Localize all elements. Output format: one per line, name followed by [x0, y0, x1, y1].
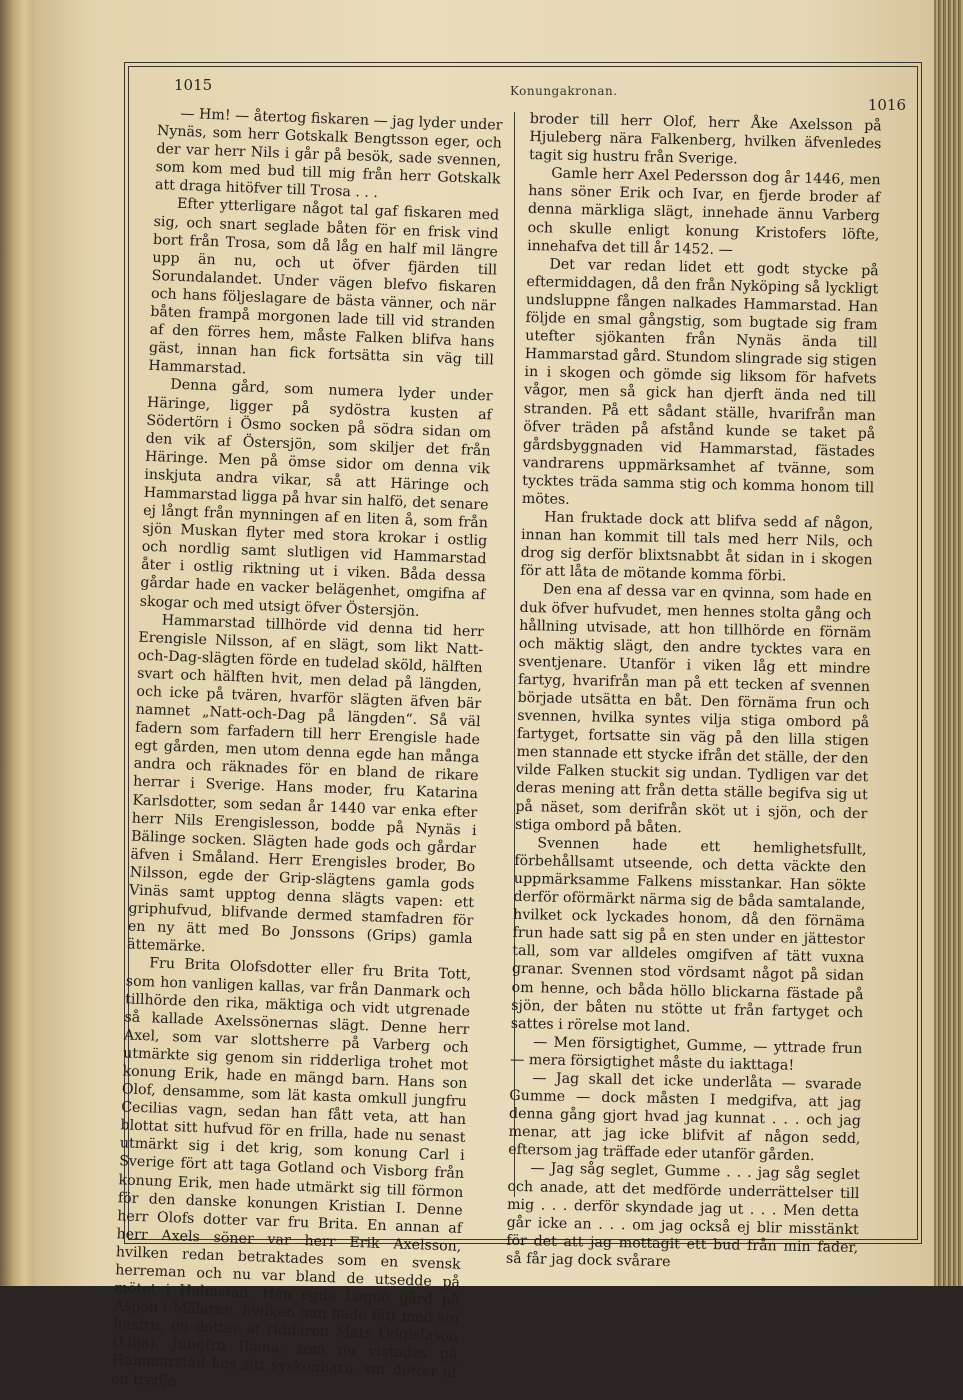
running-title: Konungakronan. [510, 84, 618, 98]
paragraph: Efter ytterligare något tal gaf fiskaren med sig, och snart seglade båten för en frisk vind bort från Trosa, som då låg en half mil längre upp än nu, och ut öfver fjärden till Sorundalandet. Under vägen blefvo fiskaren och hans följeslagare de bästa vänner, och när båten frampå morgonen lade till vid stranden af den förres hem, måste Falken blifva hans gäst, innan han fick fortsätta sin väg till Hammarstad. [148, 196, 500, 378]
book-spine [0, 0, 34, 1286]
page-header [160, 70, 906, 114]
paragraph: Den ena af dessa var en qvinna, som hade en duk öfver hufvudet, men hennes stolta gång och hållning utvisade, att hon tillhörde en förnäm och mäktig slägt, den andre tycktes vara en sventjenare. Utanför i viken låg ett mindre fartyg, hvarifrån man på ett tecken af svennen började utsätta en båt. Den förnäma frun och svennen, hvilka syntes vilja stiga ombord på fartyget, fortsatte sin väg på den lilla stigen men stannade ett stycke ifrån det ställe, der den vilde Falken stuckit sig undan. Tydligen var det deras mening att från detta ställe begifva sig ut på näset, som derifrån sköt ut i sjön, och der stiga ombord på båten. [514, 581, 873, 836]
paragraph: Hammarstad tillhörde vid denna tid herr Erengisle Nilsson, af en slägt, som likt Natt-och-Dag-slägten förde en tudelad sköld, hälften svart och hälften hvit, men delad på längden, och icke på tvären, hvarför slägten äfven bär namnet „Natt-och-Dag på längden“. Så väl fadern som farfadern till herr Erengisle hade egt gården, men utom denna egde han många andra och räknades för en bland de rikare herrar i Sverige. Hans moder, fru Katarina Karlsdotter, som sedan år 1440 var enka efter herr Nils Erengislesson, bodde på Nynäs i Bälinge socken. Slägten hade gods och gårdar äfven i Småland. Herr Erengisles broder, Bo Nilsson, egde der Grip-slägtens gamla gods Vinäs samt upptog denna slägts vapen: ett griphufvud, blifvande dermed stamfadren för en ny ätt med Bo Jonssons (Grips) gamla ättemärke. [126, 612, 485, 956]
paragraph: Gamle herr Axel Pedersson dog år 1446, men hans söner Erik och Ivar, en fjerde broder af denna märkliga slägt, innehade ännu Varberg och skulle enligt konung Kristofers löfte, innehafva det till år 1452. — [526, 165, 881, 258]
paragraph: — Men försigtighet, Gumme, — yttrade frun — mera försigtighet måste du iakttaga! [509, 1034, 863, 1074]
page-number-left: 1015 [174, 76, 213, 94]
paragraph: Det var redan lidet ett godt stycke på eftermiddagen, då den från Nyköping så lyckligt undsluppne fången nalkades Hammarstad. Han följde en smal gångstig, som bugtade sig fram utefter sjökanten från Nynäs ända till Hammarstad gård. Stundom slingrade sig stigen in i skogen och gömde sig liksom för hafvets vågor, men så gick han djerft ända ned till stranden. På ett sådant ställe, hvarifrån man öfver träden på afstånd kunde se taket på gårdsbyggnaden vid Hammarstad, fästades vandrarens uppmärksamhet af tvänne, som tycktes träda samma stig och komma honom till mötes. [521, 256, 879, 508]
left-column [111, 104, 503, 1400]
paragraph: Fru Brita Olofsdotter eller fru Brita Tott, som hon vanligen kallas, var från Danmark och tillhörde den rika, mäktiga och vidt utgrenade så kallade Axelssönernas slägt. Denne herr Axel, som var slottsherre på Varberg och utmärkte sig genom sin ridderliga trohet mot konung Erik, hade en mängd barn. Hans son Olof, densamme, som lät kasta omkull jungfru Cecilias vagn, sedan han fått veta, att han blottat sitt hufvud för en frilla, hade nu senast utmärkt sig i det krig, som konung Carl i Sverige fört att taga Gotland och Visborg från konung Erik, men hade utmärkt sig till förmon för den danske konungen Kristian I. Denne herr Olofs dotter var fru Brita. En annan af herr Axels söner var herr Erik Axelsson, hvilken redan betraktades som en svensk herreman och nu var bland de utsedde på mötet i Halmstad. Han egde Lagnö gård på Aspön i Mälaren, hvilken han hade fått med sin husfru, en dotter af riddaren Mats Ödgislason (Lilja). Jungfru Iliana, som nu vistades på Hammarstad hos sitt syskonbarn, var dotter af en tredje [110, 955, 472, 1390]
page-number-right: 1016 [867, 96, 906, 114]
page-edges [934, 0, 963, 1286]
paragraph: — Hm! — återtog fiskaren — jag lyder under Nynäs, som herr Gotskalk Bengtsson eger, och der var herr Nils i går på besök, sade svennen, som kom med bud till mig från herr Gotskalk att draga hitöfver till Trosa . . . [154, 105, 503, 202]
right-column [506, 110, 882, 1275]
paragraph: — Jag skall det icke underlåta — svarade Gumme — dock måsten I medgifva, att jag denna gång gjort hvad jag kunnat . . . och jag menar, att jag icke blifvit af någon sedd, eftersom jag träffade eder utanför gården. [508, 1070, 862, 1165]
paragraph: Svennen hade ett hemlighetsfullt, förbehållsamt utseende, och detta väckte den uppmärksamme Falkens misstankar. Han sökte derför oförmärkt närma sig de båda samtalande, hvilket ock lyckades honom, då den förnäma frun hade satt sig på en sten under en jättestor tall, som var alldeles omgifven af tätt vuxna granar. Svennen stod vördsamt något på sidan om henne, och båda höllo blickarna fästade på sjön, der båten nu stötte ut från fartyget och sattes i rörelse mot land. [510, 835, 867, 1036]
paragraph: Denna gård, som numera lyder under Häringe, ligger på sydöstra kusten af Södertörn i Ösmo socken på södra sidan om den vik af Östersjön, som skiljer det från Häringe. Men på ömse sidor om denna vik inskjuta andra vikar, så att Häringe och Hammarstad ligga på hvar sin halfö, det senare ej långt från mynningen af en liten å, som från sjön Muskan flyter med stora krokar i ostlig och nordlig samt slutligen vid Hammarstad åter i ostlig riktning ut i viken. Båda dessa gårdar hade en vacker belägenhet, omgifna af skogar och med utsigt öfver Östersjön. [139, 377, 493, 620]
paragraph: broder till herr Olof, herr Åke Axelsson på Hjuleberg nära Falkenberg, hvilken äfvenledes tagit sig hustru från Sverige. [528, 110, 882, 168]
paragraph: — Jag såg seglet, Gumme . . . jag såg seglet och anade, att det medförde underrättelser till mig . . . derför skyndade jag ut . . . Men detta går icke an . . . om jag också ej blir misstänkt för det att jag mottagit ett bud från min fader, så får jag dock svårare [505, 1160, 860, 1271]
paragraph: Han fruktade dock att blifva sedd af någon, innan han kommit till tals med herr Nils, och drog sig derför blixtsnabbt åt sidan in i skogen för att låta de mötande komma förbi. [520, 509, 874, 585]
